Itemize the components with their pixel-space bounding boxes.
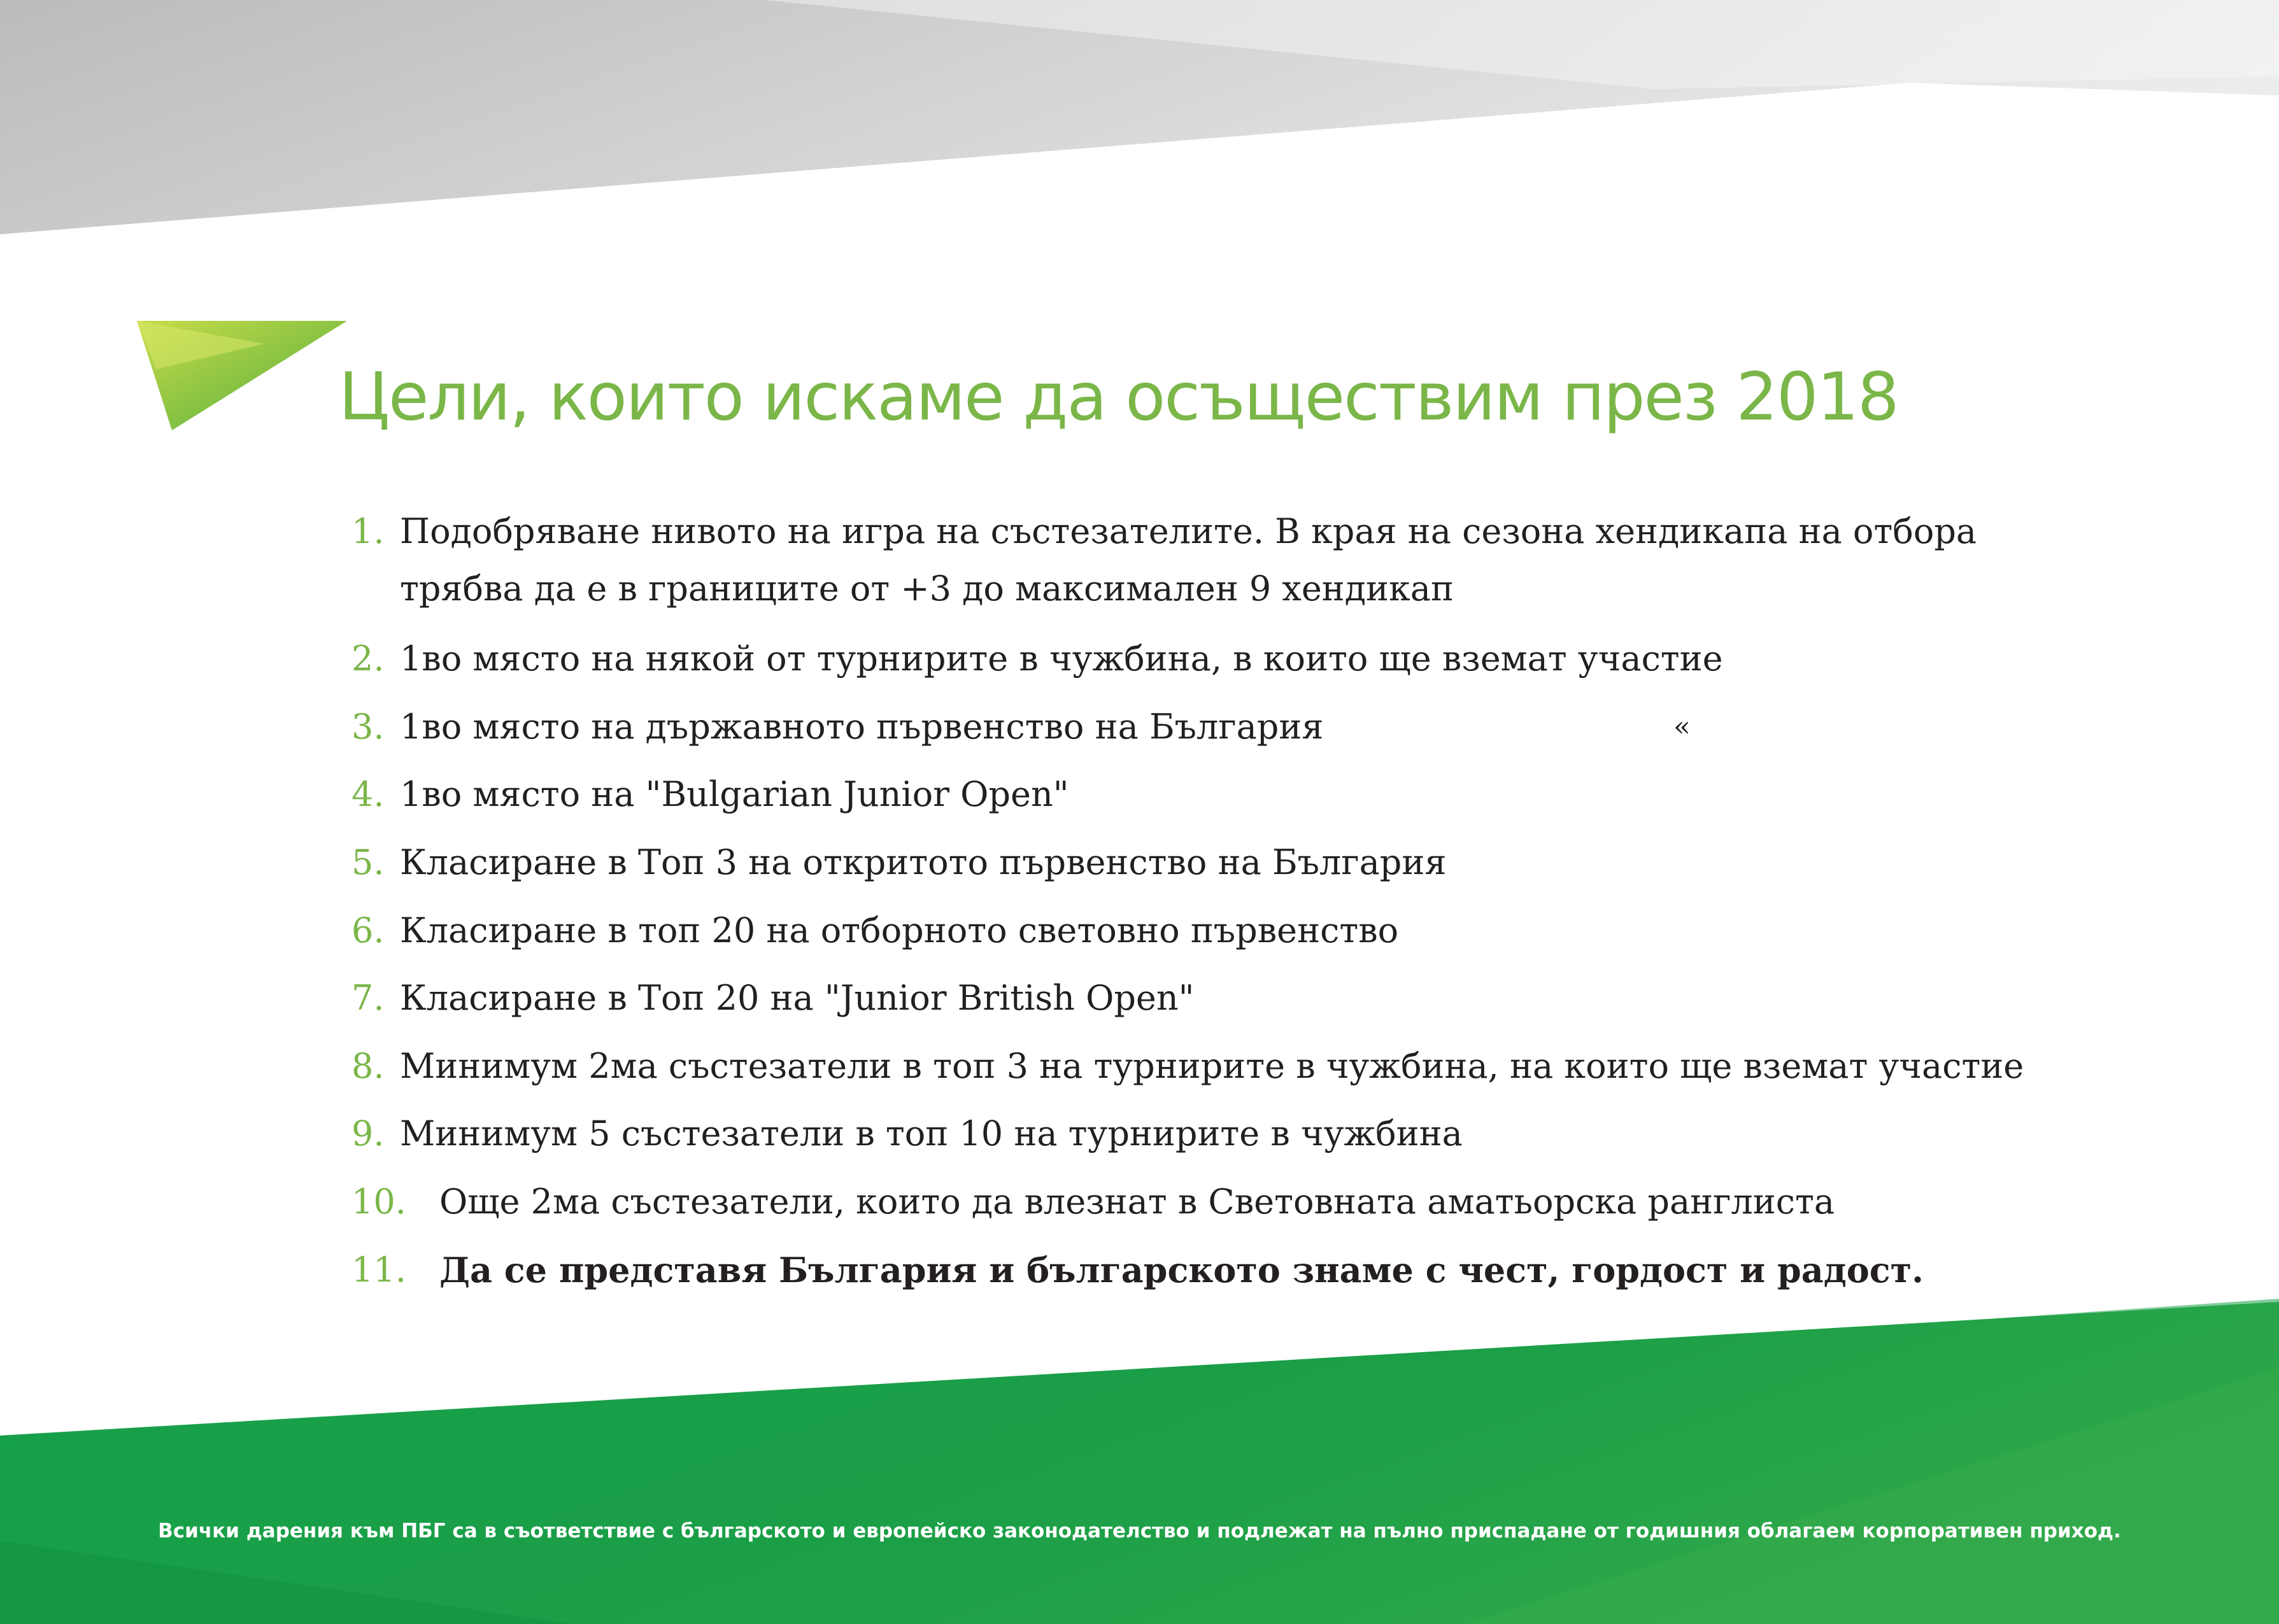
goal-text: трябва да е в границите от +3 до максимален 9 хендикап (400, 568, 1454, 609)
goal-text: Да се представя България и българското знаме с чест, гордост и радост. (439, 1250, 1924, 1290)
goal-text: 1во място на "Bulgarian Junior Open" (400, 774, 1069, 814)
goal-number: 4. (351, 774, 385, 814)
goal-number: 9. (351, 1113, 385, 1154)
goal-text: 1во място на държавното първенство на България (400, 707, 1324, 747)
goal-text: Минимум 2ма състезатели в топ 3 на турнирите в чужбина, на които ще вземат участие (400, 1046, 2024, 1086)
goal-text: 1во място на някой от турнирите в чужбина, в които ще вземат участие (400, 639, 1723, 679)
page-title: Цели, които искаме да осъществим през 2018 (339, 359, 1898, 435)
goal-number: 3. (351, 707, 385, 747)
goal-text: Още 2ма състезатели, които да влезнат в Световната аматьорска ранглиста (439, 1182, 1835, 1222)
goal-text: Класиране в топ 20 на отборното световно първенство (400, 910, 1399, 950)
goal-number: 8. (351, 1046, 385, 1086)
goal-number: 5. (351, 842, 385, 882)
goal-number: 2. (351, 639, 385, 679)
goal-number: 7. (351, 978, 385, 1018)
goal-text: Класиране в Топ 20 на "Junior British Open" (400, 978, 1195, 1018)
goal-text: Минимум 5 състезатели в топ 10 на турнирите в чужбина (400, 1113, 1463, 1154)
goal-text: Подобряване нивото на игра на състезателите. В края на сезона хендикапа на отбора (400, 511, 1977, 551)
footer-note: Всички дарения към ПБГ са в съответствие с българското и европейско законодателство и подлежат на пълно приспадане от годишния облагаем корпоративен приход. (158, 1520, 2121, 1543)
goal-number: 11. (351, 1250, 406, 1290)
stray-quote-mark: « (1673, 710, 1691, 743)
goal-text: Класиране в Топ 3 на откритото първенство на България (400, 842, 1447, 882)
green-triangle-icon (137, 318, 350, 433)
goal-number: 10. (351, 1182, 406, 1222)
goal-number: 6. (351, 910, 385, 950)
goal-number: 1. (351, 511, 385, 551)
